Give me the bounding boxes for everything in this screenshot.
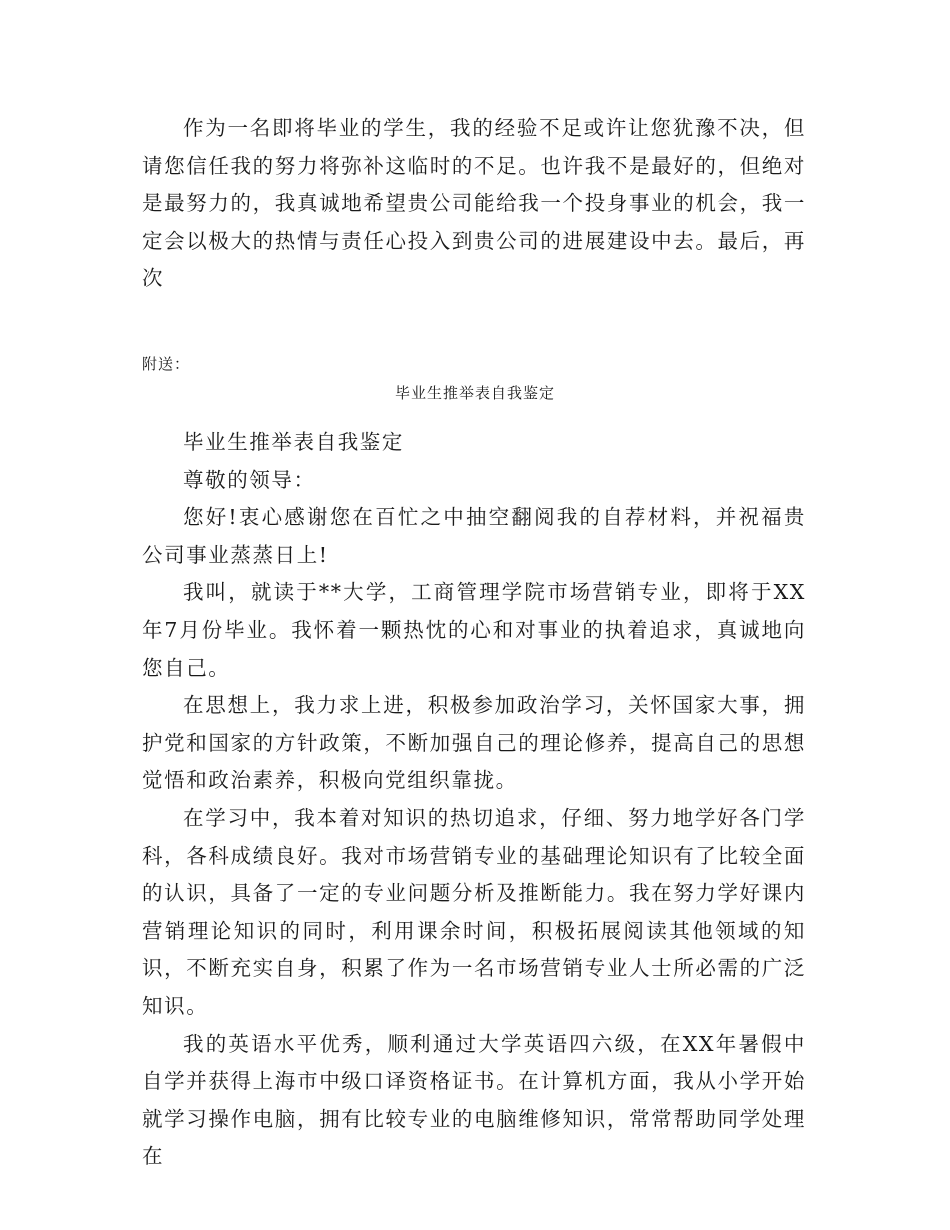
self-evaluation-section bbox=[142, 424, 806, 1176]
body-paragraph-skills: 我的英语水平优秀，顺利通过大学英语四六级，在XX年暑假中自学并获得上海市中级口译资格证书。在计算机方面，我从小学开始就学习操作电脑，拥有比较专业的电脑维修知识，常常帮助同学处理在 bbox=[142, 1031, 806, 1169]
body-paragraph-introduction: 我叫，就读于**大学，工商管理学院市场营销专业，即将于XX年7月份毕业。我怀着一颗热忱的心和对事业的执着追求，真诚地向您自己。 bbox=[142, 580, 806, 680]
cover-letter-closing bbox=[142, 110, 806, 298]
body-paragraph-ideology: 在思想上，我力求上进，积极参加政治学习，关怀国家大事，拥护党和国家的方针政策，不断加强自己的理论修养，提高自己的思想觉悟和政治素养，积极向党组织靠拢。 bbox=[142, 693, 806, 793]
section-heading: 毕业生推举表自我鉴定 bbox=[183, 430, 404, 454]
closing-paragraph: 作为一名即将毕业的学生，我的经验不足或许让您犹豫不决，但请您信任我的努力将弥补这临时的不足。也许我不是最好的，但绝对是最努力的，我真诚地希望贵公司能给我一个投身事业的机会，我一定会以极大的热情与责任心投入到贵公司的进展建设中去。最后，再次 bbox=[142, 116, 806, 291]
body-paragraph-study: 在学习中，我本着对知识的热切追求，仔细、努力地学好各门学科，各科成绩良好。我对市场营销专业的基础理论知识有了比较全面的认识，具备了一定的专业问题分析及推断能力。我在努力学好课内营销理论知识的同时，利用课余时间，积极拓展阅读其他领域的知识，不断充实自身，积累了作为一名市场营销专业人士所必需的广泛知识。 bbox=[142, 805, 806, 1018]
appendix-label: 附送： bbox=[142, 355, 191, 373]
appendix-title: 毕业生推举表自我鉴定 bbox=[394, 384, 555, 402]
body-paragraph-greeting: 您好!衷心感谢您在百忙之中抽空翻阅我的自荐材料，并祝福贵公司事业蒸蒸日上! bbox=[142, 505, 806, 567]
salutation: 尊敬的领导： bbox=[183, 467, 316, 492]
